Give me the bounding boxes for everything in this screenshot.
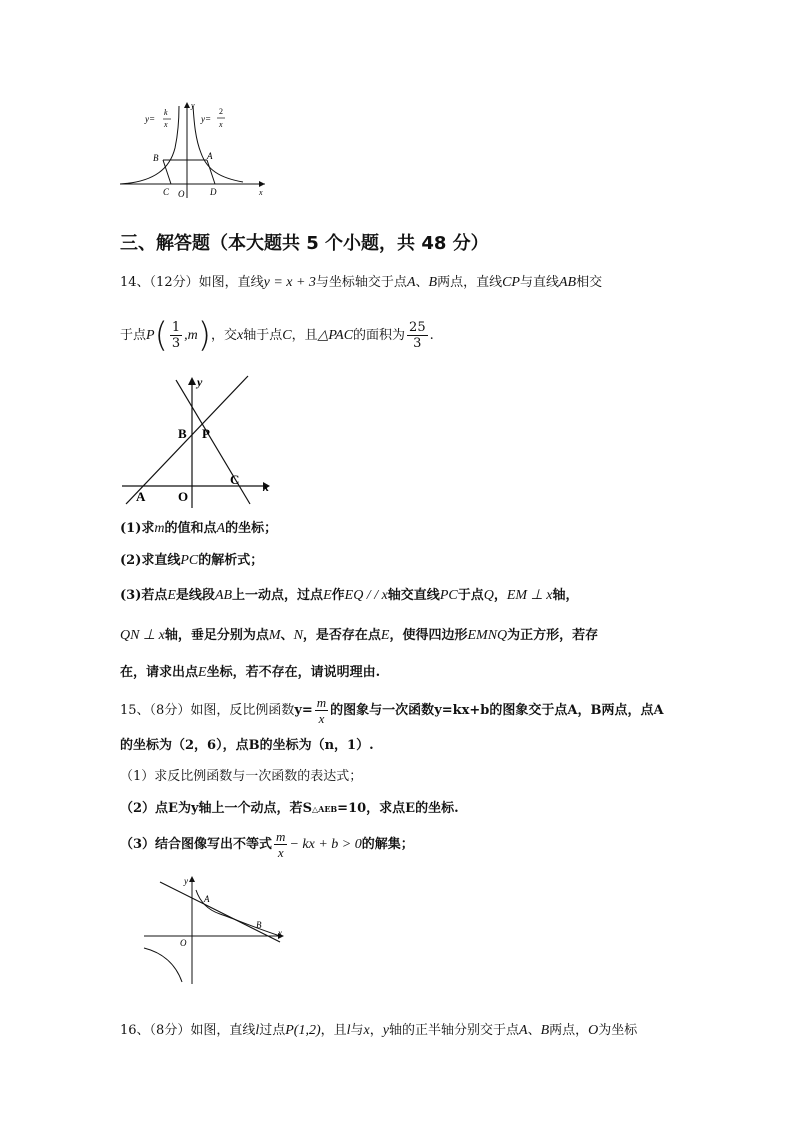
q14-figure xyxy=(118,372,278,512)
q14-fig-O: O xyxy=(178,489,189,504)
q15-line1: 15、（8分）如图，反比例函数y= $\frac{m}{x}$ 的图象与一次函数y=kx+b的图象交于点A，B两点，点A xyxy=(120,695,664,726)
q14-sub3-end: 在，请求出点E坐标，若不存在，请说明理由. xyxy=(120,665,381,680)
left-k: k xyxy=(164,108,168,117)
q14-fig-x: x xyxy=(263,480,269,494)
q15-fig-y: y xyxy=(184,876,188,886)
q15-sub3: （3）结合图像写出不等式 $\frac{m}{x}$ − kx + b > 0的解集； xyxy=(120,829,414,860)
q14-fig-C: C xyxy=(230,472,240,487)
right-den: x xyxy=(219,120,223,129)
q15-fig-x: x xyxy=(278,928,282,938)
q14-sub1: (1)求m的值和点A的坐标； xyxy=(120,521,278,536)
q15-figure xyxy=(140,872,300,990)
q14-fig-y: y xyxy=(197,375,203,389)
q15-sub1: （1）求反比例函数与一次函数的表达式； xyxy=(120,769,363,784)
top-figure xyxy=(115,98,275,203)
label-A: A xyxy=(207,151,213,161)
q15-line2: 的坐标为（2，6），点B的坐标为（n，1）. xyxy=(120,738,374,753)
q14-line2: 于点P( $\frac{1}{3}$ ,m)，交x轴于点C，且△PAC的面积为 $\frac{25}{3}$ . xyxy=(120,315,434,356)
q14-fig-B: B xyxy=(178,426,187,441)
y-axis-label: y xyxy=(191,101,195,110)
section-title: 三、解答题（本大题共 5 个小题，共 48 分） xyxy=(120,233,489,254)
label-D: D xyxy=(210,187,217,197)
q15-sub2: （2）点E为y轴上一个动点，若S△AEB=10，求点E的坐标. xyxy=(120,801,459,816)
q14-sub2: (2)求直线PC的解析式； xyxy=(120,553,264,568)
left-curve-label: y= xyxy=(145,114,156,124)
q15-fig-O: O xyxy=(180,938,187,948)
left-x: x xyxy=(164,120,168,129)
q15-fig-A: A xyxy=(204,894,210,904)
label-O: O xyxy=(178,189,185,199)
q14-fig-P: P xyxy=(202,426,210,441)
right-num: 2 xyxy=(219,107,223,116)
q14-frac: $\frac{1}{3}$ xyxy=(171,320,181,351)
label-C: C xyxy=(163,187,170,197)
q16-line1: 16、（8分）如图，直线l过点P(1,2)，且l与x，y轴的正半轴分别交于点A、B两点，O为坐标 xyxy=(120,1023,638,1038)
right-curve-label: y= xyxy=(201,114,212,124)
q14-area-frac: $\frac{25}{3}$ xyxy=(409,320,426,351)
q14-sub3-cont: QN ⊥ x轴，垂足分别为点M、N，是否存在点E，使得四边形EMNQ为正方形，若存 xyxy=(120,628,599,643)
x-axis-label: x xyxy=(259,188,263,197)
label-B: B xyxy=(153,153,159,163)
q14-fig-A: A xyxy=(136,489,146,504)
q14-line1: 14、（12分）如图，直线y = x + 3与坐标轴交于点A、B两点，直线CP与直线AB相交 xyxy=(120,275,603,290)
q14-sub3: (3)若点E是线段AB上一动点，过点E作EQ / / x轴交直线PC于点Q，EM ⊥ x轴， xyxy=(120,588,579,603)
q15-fig-B: B xyxy=(256,920,262,930)
